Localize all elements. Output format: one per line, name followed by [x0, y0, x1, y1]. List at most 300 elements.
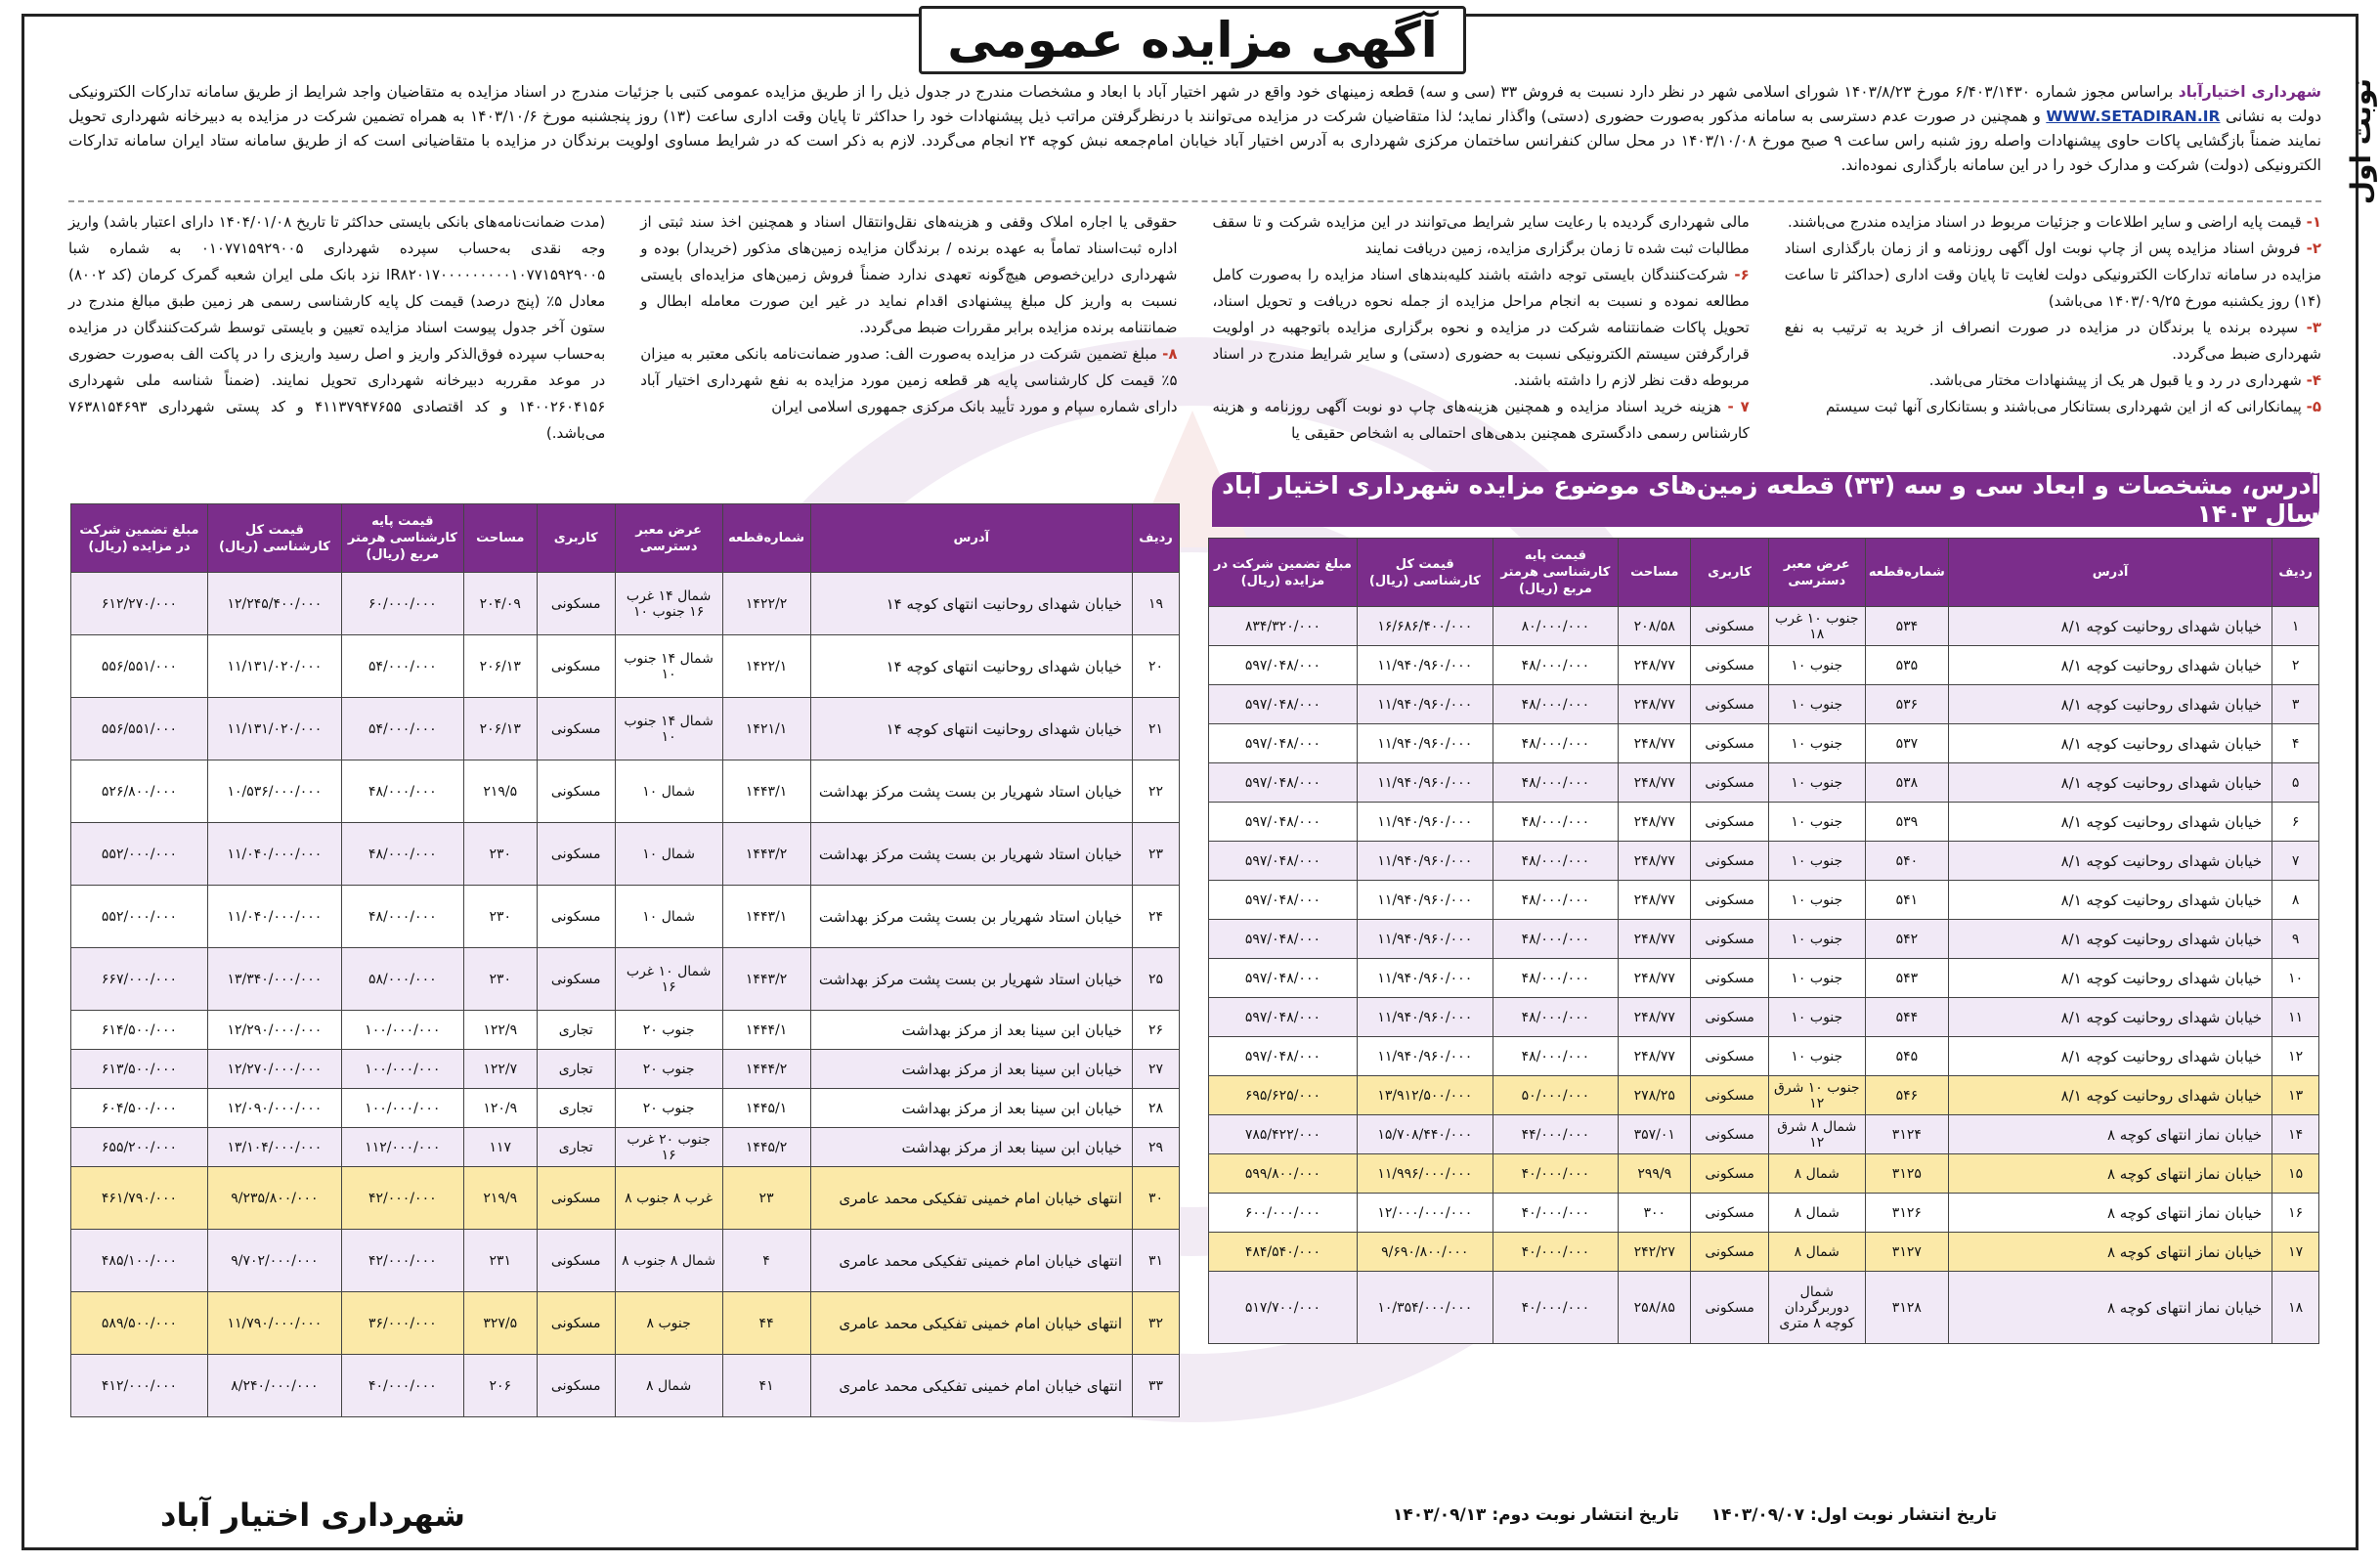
cell-total: ۱۱/۹۴۰/۹۶۰/۰۰۰: [1357, 959, 1493, 998]
table-row: [1209, 881, 2319, 920]
cell-total: ۱۱/۱۳۱/۰۲۰/۰۰۰: [207, 698, 341, 760]
cell-guar: ۵۸۹/۵۰۰/۰۰۰: [71, 1292, 208, 1355]
cell-guar: ۵۹۷/۰۴۸/۰۰۰: [1209, 920, 1358, 959]
table-row: [1209, 1233, 2319, 1272]
cell-guar: ۵۹۷/۰۴۸/۰۰۰: [1209, 763, 1358, 803]
clause-item: [1785, 394, 2321, 420]
cell-use: مسکونی: [537, 1230, 615, 1292]
cell-addr: خیابان نماز انتهای کوچه ۸: [1948, 1233, 2272, 1272]
cell-ppm: ۴۸/۰۰۰/۰۰۰: [1493, 920, 1618, 959]
cell-width: شمال ۱۰: [615, 760, 722, 823]
table-row: [1209, 646, 2319, 685]
table-row: [71, 1011, 1180, 1050]
clause-column-3: [640, 209, 1177, 458]
cell-area: ۲۴۸/۷۷: [1619, 920, 1691, 959]
table-header-row: [1209, 539, 2319, 607]
cell-lot: ۱۴۴۴/۲: [722, 1050, 810, 1089]
cell-r: ۱۸: [2272, 1272, 2319, 1344]
cell-addr: خیابان شهدای روحانیت انتهای کوچه ۱۴: [810, 573, 1132, 635]
cell-width: جنوب ۱۰: [1768, 803, 1865, 842]
cell-width: جنوب ۱۰: [1768, 685, 1865, 724]
column-header: قیمت پایه کارشناسی هرمتر مربع (ریال): [341, 504, 463, 573]
cell-area: ۲۴۲/۲۷: [1619, 1233, 1691, 1272]
cell-area: ۱۱۷: [463, 1128, 537, 1167]
cell-addr: خیابان شهدای روحانیت کوچه ۸/۱: [1948, 881, 2272, 920]
cell-use: مسکونی: [537, 573, 615, 635]
table-row: [1209, 842, 2319, 881]
cell-total: ۱۶/۶۸۶/۴۰۰/۰۰۰: [1357, 607, 1493, 646]
cell-width: جنوب ۱۰ شرق ۱۲: [1768, 1076, 1865, 1115]
cell-width: شمال ۱۰ غرب ۱۶: [615, 948, 722, 1011]
cell-area: ۲۴۸/۷۷: [1619, 646, 1691, 685]
cell-area: ۲۷۸/۲۵: [1619, 1076, 1691, 1115]
cell-guar: ۵۵۶/۵۵۱/۰۰۰: [71, 698, 208, 760]
cell-width: جنوب ۱۰: [1768, 920, 1865, 959]
cell-r: ۲۱: [1133, 698, 1180, 760]
cell-lot: ۵۳۴: [1865, 607, 1948, 646]
cell-total: ۱۱/۹۴۰/۹۶۰/۰۰۰: [1357, 881, 1493, 920]
cell-r: ۲۴: [1133, 886, 1180, 948]
table-row: [71, 698, 1180, 760]
cell-ppm: ۴۸/۰۰۰/۰۰۰: [1493, 881, 1618, 920]
clause-number: ۵-: [2306, 398, 2321, 415]
lots-table-right: [1208, 538, 2319, 1344]
cell-use: مسکونی: [1691, 1194, 1768, 1233]
cell-addr: خیابان شهدای روحانیت کوچه ۸/۱: [1948, 646, 2272, 685]
table-row: [1209, 803, 2319, 842]
cell-lot: ۱۴۴۵/۱: [722, 1089, 810, 1128]
cell-guar: ۵۵۲/۰۰۰/۰۰۰: [71, 886, 208, 948]
cell-ppm: ۱۰۰/۰۰۰/۰۰۰: [341, 1050, 463, 1089]
clause-text: قیمت پایه اراضی و سایر اطلاعات و جزئیات مربوط در اسناد مزایده مندرج می‌باشند.: [1787, 213, 2302, 231]
cell-use: مسکونی: [1691, 646, 1768, 685]
cell-r: ۳۱: [1133, 1230, 1180, 1292]
cell-lot: ۱۴۴۵/۲: [722, 1128, 810, 1167]
cell-lot: ۵۴۳: [1865, 959, 1948, 998]
clause-item: [1785, 209, 2321, 236]
cell-lot: ۱۴۴۳/۲: [722, 948, 810, 1011]
cell-lot: ۱۴۴۳/۱: [722, 886, 810, 948]
cell-use: مسکونی: [1691, 1076, 1768, 1115]
cell-r: ۳: [2272, 685, 2319, 724]
cell-guar: ۶۱۳/۵۰۰/۰۰۰: [71, 1050, 208, 1089]
cell-lot: ۳۱۲۵: [1865, 1154, 1948, 1194]
cell-total: ۹/۷۰۲/۰۰۰/۰۰۰: [207, 1230, 341, 1292]
cell-lot: ۴: [722, 1230, 810, 1292]
cell-r: ۳۲: [1133, 1292, 1180, 1355]
cell-width: جنوب ۱۰: [1768, 959, 1865, 998]
cell-r: ۱۰: [2272, 959, 2319, 998]
cell-ppm: ۱۰۰/۰۰۰/۰۰۰: [341, 1011, 463, 1050]
cell-total: ۱۱/۹۴۰/۹۶۰/۰۰۰: [1357, 646, 1493, 685]
cell-ppm: ۴۸/۰۰۰/۰۰۰: [1493, 998, 1618, 1037]
column-header: کاربری: [537, 504, 615, 573]
cell-r: ۲: [2272, 646, 2319, 685]
clause-item: [640, 209, 1177, 341]
cell-area: ۲۰۸/۵۸: [1619, 607, 1691, 646]
cell-width: شمال ۸: [615, 1355, 722, 1417]
cell-area: ۲۴۸/۷۷: [1619, 763, 1691, 803]
cell-area: ۲۴۸/۷۷: [1619, 959, 1691, 998]
cell-total: ۱۱/۹۴۰/۹۶۰/۰۰۰: [1357, 724, 1493, 763]
cell-area: ۲۰۶/۱۳: [463, 698, 537, 760]
cell-r: ۲۸: [1133, 1089, 1180, 1128]
cell-ppm: ۴۴/۰۰۰/۰۰۰: [1493, 1115, 1618, 1154]
cell-use: مسکونی: [1691, 881, 1768, 920]
clause-text: شهرداری در رد و یا قبول هر یک از پیشنهادات مختار می‌باشد.: [1928, 371, 2302, 389]
cell-use: مسکونی: [1691, 1272, 1768, 1344]
cell-total: ۱۱/۹۴۰/۹۶۰/۰۰۰: [1357, 920, 1493, 959]
cell-use: مسکونی: [537, 1355, 615, 1417]
cell-width: شمال ۱۰: [615, 823, 722, 886]
footer-municipality: شهرداری اختیار آباد: [108, 1491, 518, 1540]
table-row: [71, 948, 1180, 1011]
cell-total: ۱۳/۹۱۲/۵۰۰/۰۰۰: [1357, 1076, 1493, 1115]
cell-area: ۲۱۹/۹: [463, 1167, 537, 1230]
cell-r: ۱۲: [2272, 1037, 2319, 1076]
cell-addr: خیابان ابن سینا بعد از مرکز بهداشت: [810, 1050, 1132, 1089]
cell-guar: ۵۱۷/۷۰۰/۰۰۰: [1209, 1272, 1358, 1344]
cell-width: شمال ۸: [1768, 1233, 1865, 1272]
cell-guar: ۵۹۷/۰۴۸/۰۰۰: [1209, 842, 1358, 881]
table-row: [71, 823, 1180, 886]
cell-r: ۵: [2272, 763, 2319, 803]
cell-addr: خیابان شهدای روحانیت کوچه ۸/۱: [1948, 724, 2272, 763]
table-row: [1209, 607, 2319, 646]
cell-r: ۱۱: [2272, 998, 2319, 1037]
cell-addr: انتهای خیابان امام خمینی تفکیکی محمد عامری: [810, 1167, 1132, 1230]
cell-addr: انتهای خیابان امام خمینی تفکیکی محمد عامری: [810, 1292, 1132, 1355]
cell-total: ۹/۶۹۰/۸۰۰/۰۰۰: [1357, 1233, 1493, 1272]
column-header: آدرس: [1948, 539, 2272, 607]
table-row: [71, 1292, 1180, 1355]
cell-area: ۲۰۴/۰۹: [463, 573, 537, 635]
cell-lot: ۱۴۲۱/۱: [722, 698, 810, 760]
cell-ppm: ۴۸/۰۰۰/۰۰۰: [341, 760, 463, 823]
cell-addr: خیابان شهدای روحانیت کوچه ۸/۱: [1948, 763, 2272, 803]
column-header: ردیف: [1133, 504, 1180, 573]
cell-width: شمال ۱۰: [615, 886, 722, 948]
column-header: مساحت: [463, 504, 537, 573]
cell-total: ۱۱/۹۴۰/۹۶۰/۰۰۰: [1357, 998, 1493, 1037]
cell-lot: ۵۳۹: [1865, 803, 1948, 842]
cell-total: ۱۱/۷۹۰/۰۰۰/۰۰۰: [207, 1292, 341, 1355]
cell-area: ۲۳۰: [463, 823, 537, 886]
clause-item: [640, 341, 1177, 420]
cell-use: مسکونی: [1691, 998, 1768, 1037]
clause-item: [1785, 368, 2321, 394]
cell-width: جنوب ۲۰: [615, 1050, 722, 1089]
table-row: [71, 1230, 1180, 1292]
cell-total: ۱۲/۲۹۰/۰۰۰/۰۰۰: [207, 1011, 341, 1050]
cell-use: مسکونی: [1691, 1233, 1768, 1272]
cell-addr: خیابان شهدای روحانیت کوچه ۸/۱: [1948, 842, 2272, 881]
cell-guar: ۵۹۷/۰۴۸/۰۰۰: [1209, 959, 1358, 998]
cell-ppm: ۴۸/۰۰۰/۰۰۰: [341, 823, 463, 886]
cell-use: مسکونی: [1691, 1115, 1768, 1154]
cell-addr: خیابان شهدای روحانیت کوچه ۸/۱: [1948, 607, 2272, 646]
cell-guar: ۶۱۲/۲۷۰/۰۰۰: [71, 573, 208, 635]
cell-r: ۴: [2272, 724, 2319, 763]
cell-addr: خیابان شهدای روحانیت انتهای کوچه ۱۴: [810, 635, 1132, 698]
cell-ppm: ۴۰/۰۰۰/۰۰۰: [1493, 1154, 1618, 1194]
intro-text-b: و همچنین در صورت عدم دسترسی به سامانه مذکور به‌صورت حضوری (دستی) واگذار نماید؛ لذا متقاضیان شرکت در مزایده می‌توانند با درنظرگرفتن مراتب ذیل پیشنهادات خود را حداکثر تا پایان وقت اداری ساعت (۱۳) روز پنجشنبه مورخ ۱۴۰۳/۱۰/۶ به همراه تضمین شرکت در مزایده به دبیرخانه شهرداری تحویل نمایند ضمناً بازگشایی پاکات حاوی پیشنهادات واصله روز شنبه راس ساعت ۹ صبح مورخ ۱۴۰۳/۱۰/۰۸ در محل سالن کنفرانس ساختمان مرکزی شهرداری به آدرس اختیار آباد خیابان امام‌جمعه نبش کوچه ۲۴ انجام می‌گردد. لازم به ذکر است که در شرایط مساوی اولویت برندگان در مزایده با متقاضیانی است که از طریق سامانه ستاد ایران سامانه تدارکات الکترونیکی (دولت) شرکت و مدارک خود را در این سامانه بارگذاری نموده‌اند.: [68, 108, 2321, 174]
cell-use: مسکونی: [537, 1167, 615, 1230]
cell-guar: ۶۰۰/۰۰۰/۰۰۰: [1209, 1194, 1358, 1233]
clause-number: ۶-: [1734, 266, 1750, 283]
cell-area: ۲۴۸/۷۷: [1619, 881, 1691, 920]
cell-total: ۱۱/۰۴۰/۰۰۰/۰۰۰: [207, 823, 341, 886]
cell-area: ۲۴۸/۷۷: [1619, 998, 1691, 1037]
cell-ppm: ۴۲/۰۰۰/۰۰۰: [341, 1167, 463, 1230]
cell-total: ۱۵/۷۰۸/۴۴۰/۰۰۰: [1357, 1115, 1493, 1154]
cell-area: ۲۴۸/۷۷: [1619, 685, 1691, 724]
cell-guar: ۵۹۷/۰۴۸/۰۰۰: [1209, 724, 1358, 763]
table-row: [1209, 1037, 2319, 1076]
clause-item: [1213, 209, 1750, 262]
column-header: ردیف: [2272, 539, 2319, 607]
cell-area: ۳۵۷/۰۱: [1619, 1115, 1691, 1154]
cell-total: ۱۱/۹۴۰/۹۶۰/۰۰۰: [1357, 763, 1493, 803]
clause-item: [1785, 315, 2321, 368]
issue-label: نوبت اول: [2344, 78, 2377, 205]
column-header: شماره‌قطعه: [1865, 539, 1948, 607]
cell-total: ۱۳/۱۰۴/۰۰۰/۰۰۰: [207, 1128, 341, 1167]
clause-text: (مدت ضمانت‌نامه‌های بانکی بایستی حداکثر تا تاریخ ۱۴۰۴/۰۱/۰۸ دارای اعتبار باشد) واریز وجه نقدی به‌حساب سپرده شهرداری ۰۱۰۷۷۱۵۹۲۹۰۰۵ به شماره شبا IR۸۲۰۱۷۰۰۰۰۰۰۰۰۰۱۰۷۷۱۵۹۲۹۰۰۵ نزد بانک ملی ایران شعبه گمرک کرمان (کد ۸۰۰۲) معادل ۵٪ (پنج درصد) قیمت کل پایه کارشناسی رسمی هر زمین طبق مبالغ مندرج در ستون آخر جدول پیوست اسناد مزایده تعیین و بایستی توسط شرکت‌کنندگان در مزایده به‌حساب سپرده فوق‌الذکر واریز و اصل رسید واریزی را در پاکت الف به‌صورت حضوری در موعد مقرربه دبیرخانه شهرداری تحویل نمایند. (ضمناً شناسه ملی شهرداری ۱۴۰۰۲۶۰۴۱۵۶ و کد اقتصادی ۴۱۱۳۷۹۴۷۶۵۵ و کد پستی شهرداری ۷۶۳۸۱۵۴۶۹۳ می‌باشد.): [68, 213, 606, 442]
table-row: [71, 1128, 1180, 1167]
publish-date-second: تاریخ انتشار نوبت دوم: ۱۴۰۳/۰۹/۱۳: [1393, 1505, 1679, 1525]
cell-r: ۳۰: [1133, 1167, 1180, 1230]
cell-use: مسکونی: [537, 635, 615, 698]
cell-ppm: ۴۸/۰۰۰/۰۰۰: [1493, 763, 1618, 803]
cell-ppm: ۱۰۰/۰۰۰/۰۰۰: [341, 1089, 463, 1128]
cell-lot: ۵۴۶: [1865, 1076, 1948, 1115]
cell-lot: ۳۱۲۶: [1865, 1194, 1948, 1233]
cell-lot: ۳۱۲۷: [1865, 1233, 1948, 1272]
cell-use: تجاری: [537, 1128, 615, 1167]
clause-text: حقوقی یا اجاره املاک وقفی و هزینه‌های نقل‌وانتقال اسناد و همچنین اخذ سند ثبتی از اداره ثبت‌اسناد تماماً به عهده برنده / برندگان مزایده زمین‌های مذکور (خریدار) بوده و شهرداری دراین‌خصوص هیچ‌گونه تعهدی ندارد ضمناً فروش زمین‌های مزایده‌ای بایستی نسبت به واریز کل مبلغ پیشنهادی اقدام نماید در غیر این صورت معامله ابطال و ضمانتنامه برنده مزایده برابر مقررات ضبط می‌گردد.: [640, 213, 1178, 336]
cell-guar: ۶۵۵/۲۰۰/۰۰۰: [71, 1128, 208, 1167]
cell-total: ۱۱/۹۴۰/۹۶۰/۰۰۰: [1357, 685, 1493, 724]
cell-use: مسکونی: [1691, 959, 1768, 998]
cell-use: مسکونی: [537, 1292, 615, 1355]
clause-item: [1213, 394, 1750, 447]
cell-ppm: ۶۰/۰۰۰/۰۰۰: [341, 573, 463, 635]
cell-r: ۱۹: [1133, 573, 1180, 635]
cell-use: تجاری: [537, 1011, 615, 1050]
cell-width: جنوب ۱۰: [1768, 881, 1865, 920]
cell-addr: خیابان شهدای روحانیت کوچه ۸/۱: [1948, 959, 2272, 998]
cell-r: ۳۳: [1133, 1355, 1180, 1417]
cell-ppm: ۳۶/۰۰۰/۰۰۰: [341, 1292, 463, 1355]
cell-r: ۱۵: [2272, 1154, 2319, 1194]
cell-area: ۱۲۲/۷: [463, 1050, 537, 1089]
cell-addr: خیابان استاد شهریار بن بست پشت مرکز بهداشت: [810, 760, 1132, 823]
cell-guar: ۵۲۶/۸۰۰/۰۰۰: [71, 760, 208, 823]
cell-guar: ۴۱۲/۰۰۰/۰۰۰: [71, 1355, 208, 1417]
table-row: [71, 1050, 1180, 1089]
cell-r: ۲۷: [1133, 1050, 1180, 1089]
cell-addr: خیابان ابن سینا بعد از مرکز بهداشت: [810, 1089, 1132, 1128]
cell-width: شمال ۸: [1768, 1154, 1865, 1194]
cell-width: جنوب ۲۰: [615, 1011, 722, 1050]
cell-addr: خیابان استاد شهریار بن بست پشت مرکز بهداشت: [810, 948, 1132, 1011]
cell-use: مسکونی: [537, 698, 615, 760]
cell-addr: انتهای خیابان امام خمینی تفکیکی محمد عامری: [810, 1355, 1132, 1417]
clause-number: ۲-: [2306, 239, 2321, 257]
table-row: [71, 1355, 1180, 1417]
clause-column-1: [1785, 209, 2321, 458]
cell-lot: ۱۴۴۴/۱: [722, 1011, 810, 1050]
cell-total: ۱۰/۵۳۶/۰۰۰/۰۰۰: [207, 760, 341, 823]
cell-lot: ۳۱۲۴: [1865, 1115, 1948, 1154]
cell-use: مسکونی: [1691, 803, 1768, 842]
cell-addr: خیابان استاد شهریار بن بست پشت مرکز بهداشت: [810, 823, 1132, 886]
cell-ppm: ۴۲/۰۰۰/۰۰۰: [341, 1230, 463, 1292]
cell-ppm: ۵۰/۰۰۰/۰۰۰: [1493, 1076, 1618, 1115]
cell-guar: ۶۹۵/۶۲۵/۰۰۰: [1209, 1076, 1358, 1115]
cell-ppm: ۵۴/۰۰۰/۰۰۰: [341, 635, 463, 698]
column-header: قیمت پایه کارشناسی هرمتر مربع (ریال): [1493, 539, 1618, 607]
cell-width: جنوب ۱۰: [1768, 646, 1865, 685]
cell-guar: ۷۸۵/۴۲۲/۰۰۰: [1209, 1115, 1358, 1154]
cell-use: مسکونی: [537, 760, 615, 823]
cell-area: ۳۰۰: [1619, 1194, 1691, 1233]
cell-lot: ۴۴: [722, 1292, 810, 1355]
cell-guar: ۵۹۷/۰۴۸/۰۰۰: [1209, 685, 1358, 724]
cell-guar: ۵۹۷/۰۴۸/۰۰۰: [1209, 1037, 1358, 1076]
cell-addr: خیابان نماز انتهای کوچه ۸: [1948, 1272, 2272, 1344]
cell-addr: خیابان شهدای روحانیت کوچه ۸/۱: [1948, 803, 2272, 842]
cell-area: ۲۳۱: [463, 1230, 537, 1292]
cell-r: ۲۳: [1133, 823, 1180, 886]
cell-guar: ۵۹۷/۰۴۸/۰۰۰: [1209, 998, 1358, 1037]
cell-total: ۱۱/۹۹۶/۰۰۰/۰۰۰: [1357, 1154, 1493, 1194]
table-row: [1209, 1076, 2319, 1115]
intro-text-a: براساس مجوز شماره ۶/۴۰۳/۱۴۳۰ مورخ ۱۴۰۳/۸/۲۳ شورای اسلامی شهر در نظر دارد نسبت به فروش ۳۳ (سی و سه) قطعه زمینهای خود واقع در شهر اختیار آباد با ابعاد و مشخصات مندرج در جدول ذیل را از طریق مزایده عمومی کتبی با جزئیات مندرج در اسناد مزایده به متقاضیان واجد شرایط از طریق سامانه تدارکات الکترونیکی دولت به نشانی: [68, 83, 2322, 125]
cell-lot: ۵۴۲: [1865, 920, 1948, 959]
cell-lot: ۵۳۸: [1865, 763, 1948, 803]
clause-item: [1785, 236, 2321, 315]
cell-r: ۱: [2272, 607, 2319, 646]
cell-ppm: ۴۸/۰۰۰/۰۰۰: [1493, 646, 1618, 685]
cell-guar: ۵۹۷/۰۴۸/۰۰۰: [1209, 803, 1358, 842]
cell-total: ۱۱/۰۴۰/۰۰۰/۰۰۰: [207, 886, 341, 948]
table-row: [1209, 959, 2319, 998]
cell-lot: ۵۳۵: [1865, 646, 1948, 685]
table-row: [71, 1167, 1180, 1230]
cell-total: ۱۱/۹۴۰/۹۶۰/۰۰۰: [1357, 842, 1493, 881]
column-header: عرض معبر دسترسی: [1768, 539, 1865, 607]
cell-ppm: ۵۴/۰۰۰/۰۰۰: [341, 698, 463, 760]
column-header: شماره‌قطعه: [722, 504, 810, 573]
cell-guar: ۸۳۴/۳۲۰/۰۰۰: [1209, 607, 1358, 646]
cell-lot: ۳۱۲۸: [1865, 1272, 1948, 1344]
cell-total: ۱۱/۹۴۰/۹۶۰/۰۰۰: [1357, 803, 1493, 842]
cell-area: ۳۲۷/۵: [463, 1292, 537, 1355]
cell-width: شمال ۸ جنوب ۸: [615, 1230, 722, 1292]
cell-area: ۲۹۹/۹: [1619, 1154, 1691, 1194]
cell-r: ۹: [2272, 920, 2319, 959]
cell-area: ۲۱۹/۵: [463, 760, 537, 823]
column-header: قیمت کل کارشناسی (ریال): [207, 504, 341, 573]
cell-width: شمال ۱۴ جنوب ۱۰: [615, 635, 722, 698]
cell-ppm: ۴۸/۰۰۰/۰۰۰: [1493, 959, 1618, 998]
cell-use: مسکونی: [1691, 685, 1768, 724]
cell-addr: خیابان ابن سینا بعد از مرکز بهداشت: [810, 1128, 1132, 1167]
table-row: [71, 1089, 1180, 1128]
clause-item: [68, 209, 605, 447]
column-header: مبلغ تضمین شرکت در مزایده (ریال): [1209, 539, 1358, 607]
clause-number: ۸-: [1162, 345, 1178, 363]
cell-area: ۲۴۸/۷۷: [1619, 803, 1691, 842]
cell-guar: ۶۰۴/۵۰۰/۰۰۰: [71, 1089, 208, 1128]
cell-ppm: ۴۸/۰۰۰/۰۰۰: [1493, 724, 1618, 763]
cell-width: جنوب ۱۰: [1768, 763, 1865, 803]
table-row: [1209, 920, 2319, 959]
cell-total: ۱۱/۹۴۰/۹۶۰/۰۰۰: [1357, 1037, 1493, 1076]
cell-ppm: ۴۸/۰۰۰/۰۰۰: [341, 886, 463, 948]
cell-addr: خیابان شهدای روحانیت کوچه ۸/۱: [1948, 920, 2272, 959]
cell-area: ۱۲۰/۹: [463, 1089, 537, 1128]
cell-guar: ۵۹۹/۸۰۰/۰۰۰: [1209, 1154, 1358, 1194]
page-title: آگهی مزایده عمومی: [919, 6, 1466, 74]
cell-area: ۲۰۶/۱۳: [463, 635, 537, 698]
cell-use: مسکونی: [1691, 920, 1768, 959]
cell-lot: ۱۴۲۲/۲: [722, 573, 810, 635]
cell-r: ۷: [2272, 842, 2319, 881]
cell-width: غرب ۸ جنوب ۸: [615, 1167, 722, 1230]
cell-width: جنوب ۱۰ غرب ۱۸: [1768, 607, 1865, 646]
cell-total: ۱۲/۲۴۵/۴۰۰/۰۰۰: [207, 573, 341, 635]
cell-addr: خیابان استاد شهریار بن بست پشت مرکز بهداشت: [810, 886, 1132, 948]
table-row: [1209, 1154, 2319, 1194]
table-row: [1209, 998, 2319, 1037]
cell-addr: خیابان نماز انتهای کوچه ۸: [1948, 1194, 2272, 1233]
cell-width: شمال ۱۴ جنوب ۱۰: [615, 698, 722, 760]
cell-width: جنوب ۱۰: [1768, 1037, 1865, 1076]
cell-addr: انتهای خیابان امام خمینی تفکیکی محمد عامری: [810, 1230, 1132, 1292]
cell-r: ۶: [2272, 803, 2319, 842]
cell-ppm: ۸۰/۰۰۰/۰۰۰: [1493, 607, 1618, 646]
cell-ppm: ۴۰/۰۰۰/۰۰۰: [341, 1355, 463, 1417]
cell-guar: ۵۵۶/۵۵۱/۰۰۰: [71, 635, 208, 698]
cell-ppm: ۴۸/۰۰۰/۰۰۰: [1493, 1037, 1618, 1076]
cell-r: ۲۶: [1133, 1011, 1180, 1050]
cell-r: ۲۵: [1133, 948, 1180, 1011]
clause-item: [1213, 262, 1750, 394]
cell-guar: ۶۱۴/۵۰۰/۰۰۰: [71, 1011, 208, 1050]
cell-lot: ۵۳۷: [1865, 724, 1948, 763]
cell-use: مسکونی: [1691, 842, 1768, 881]
cell-lot: ۵۴۱: [1865, 881, 1948, 920]
cell-total: ۱۲/۲۷۰/۰۰۰/۰۰۰: [207, 1050, 341, 1089]
cell-addr: خیابان شهدای روحانیت کوچه ۸/۱: [1948, 685, 2272, 724]
cell-width: جنوب ۲۰: [615, 1089, 722, 1128]
cell-ppm: ۵۸/۰۰۰/۰۰۰: [341, 948, 463, 1011]
cell-area: ۲۰۶: [463, 1355, 537, 1417]
cell-use: مسکونی: [1691, 1037, 1768, 1076]
cell-width: جنوب ۱۰: [1768, 842, 1865, 881]
cell-area: ۲۳۰: [463, 948, 537, 1011]
cell-ppm: ۴۸/۰۰۰/۰۰۰: [1493, 842, 1618, 881]
cell-lot: ۵۴۴: [1865, 998, 1948, 1037]
clause-text: هزینه خرید اسناد مزایده و همچنین هزینه‌های چاپ دو نوبت آگهی روزنامه و هزینه کارشناس رسمی دادگستری همچنین بدهی‌های احتمالی به اشخاص حقیقی یا: [1212, 398, 1750, 442]
cell-ppm: ۴۰/۰۰۰/۰۰۰: [1493, 1194, 1618, 1233]
cell-lot: ۱۴۴۳/۲: [722, 823, 810, 886]
setad-url[interactable]: WWW.SETADIRAN.IR: [2046, 108, 2221, 125]
divider: [68, 200, 2321, 202]
